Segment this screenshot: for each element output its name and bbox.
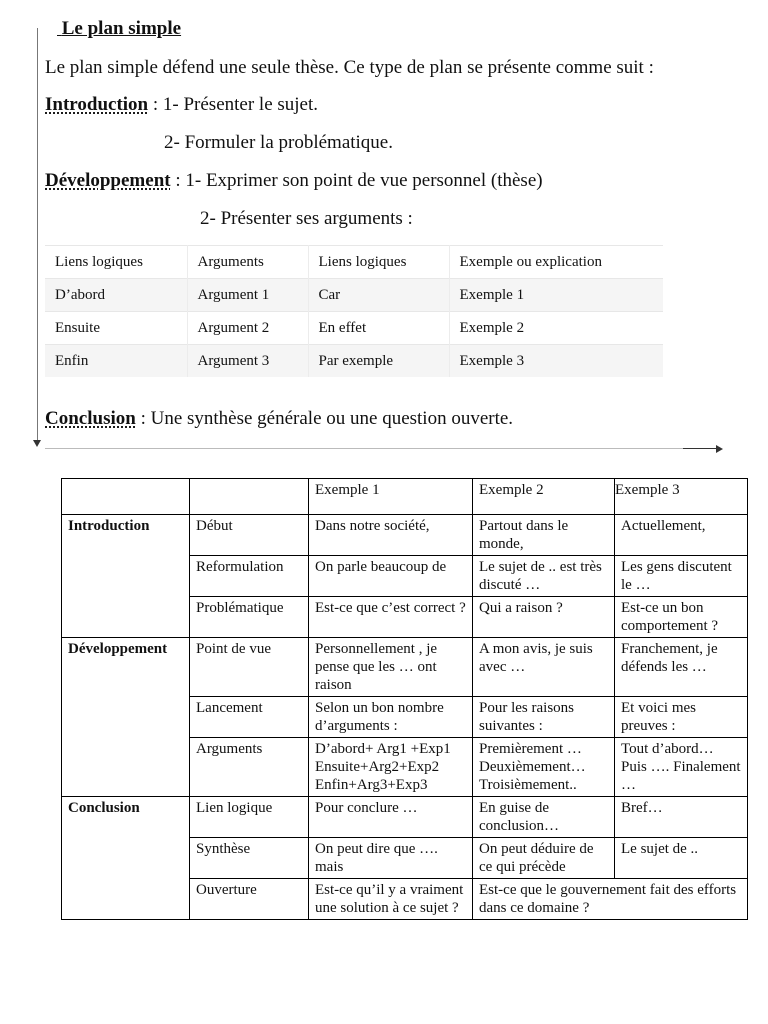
developpement-line	[45, 170, 543, 192]
table-cell: En effet	[308, 312, 449, 345]
introduction-step-2: 2- Formuler la problématique.	[164, 132, 393, 153]
arguments-table	[45, 245, 663, 377]
arrow-right-icon	[716, 445, 723, 453]
table-cell: D’abord+ Arg1 +Exp1 Ensuite+Arg2+Exp2 Enfin+Arg3+Exp3	[309, 738, 473, 797]
intro-sentence: Le plan simple défend une seule thèse. Ce type de plan se présente comme suit :	[45, 57, 654, 78]
table-cell: Début	[190, 515, 309, 556]
developpement-heading: Développement	[45, 170, 171, 191]
table-cell: Personnellement , je pense que les … ont raison	[309, 638, 473, 697]
table-row	[62, 515, 748, 556]
table-cell: On peut dire que …. mais	[309, 838, 473, 879]
section-conclusion: Conclusion	[62, 797, 190, 920]
table-cell: Exemple 2	[449, 312, 663, 345]
table-cell: Argument 3	[187, 345, 308, 378]
introduction-line	[45, 94, 318, 116]
table-cell: Lien logique	[190, 797, 309, 838]
table-cell: Reformulation	[190, 556, 309, 597]
table-cell: Est-ce que le gouvernement fait des efforts dans ce domaine ?	[473, 879, 748, 920]
table-cell: Car	[308, 279, 449, 312]
table-cell: Est-ce que c’est correct ?	[309, 597, 473, 638]
header-cell: Exemple 1	[309, 479, 473, 515]
arrow-shaft	[683, 448, 716, 449]
header-cell	[62, 479, 190, 515]
table-cell: Premièrement … Deuxièmement… Troisièmement..	[473, 738, 615, 797]
table-cell: Arguments	[190, 738, 309, 797]
table-cell: Tout d’abord… Puis …. Finalement …	[615, 738, 748, 797]
table-cell: Le sujet de ..	[615, 838, 748, 879]
table-cell: Dans notre société,	[309, 515, 473, 556]
bottom-margin-line	[45, 448, 717, 449]
table-cell: Liens logiques	[308, 246, 449, 279]
header-cell: Exemple 3	[615, 479, 748, 515]
table-row	[45, 312, 663, 345]
table-cell: Ensuite	[45, 312, 187, 345]
table-cell: Argument 1	[187, 279, 308, 312]
table-cell: En guise de conclusion…	[473, 797, 615, 838]
table-cell: Par exemple	[308, 345, 449, 378]
introduction-step-1: : 1- Présenter le sujet.	[148, 94, 319, 115]
table-cell: Liens logiques	[45, 246, 187, 279]
section-developpement: Développement	[62, 638, 190, 797]
table-cell: On parle beaucoup de	[309, 556, 473, 597]
table-cell: Argument 2	[187, 312, 308, 345]
introduction-heading: Introduction	[45, 94, 149, 115]
table-cell: Pour conclure …	[309, 797, 473, 838]
table-cell: Selon un bon nombre d’arguments :	[309, 697, 473, 738]
page-title-text: Le plan simple	[61, 18, 182, 39]
conclusion-heading: Conclusion	[45, 408, 136, 429]
table-cell: On peut déduire de ce qui précède	[473, 838, 615, 879]
table-cell: A mon avis, je suis avec …	[473, 638, 615, 697]
table-row	[62, 638, 748, 697]
table-cell: Bref…	[615, 797, 748, 838]
table-cell: Et voici mes preuves :	[615, 697, 748, 738]
examples-table	[61, 478, 748, 920]
table-cell: Exemple 1	[449, 279, 663, 312]
table-cell: Est-ce qu’il y a vraiment une solution à ce sujet ?	[309, 879, 473, 920]
table-cell: Ouverture	[190, 879, 309, 920]
table-cell: Franchement, je défends les …	[615, 638, 748, 697]
header-cell: Exemple 2	[473, 479, 615, 515]
section-introduction: Introduction	[62, 515, 190, 638]
conclusion-text: : Une synthèse générale ou une question ouverte.	[135, 408, 514, 429]
table-cell: Actuellement,	[615, 515, 748, 556]
table-cell: Est-ce un bon comportement ?	[615, 597, 748, 638]
table-cell: Pour les raisons suivantes :	[473, 697, 615, 738]
conclusion-line	[45, 408, 513, 430]
developpement-step-1: : 1- Exprimer son point de vue personnel (thèse)	[170, 170, 543, 191]
table-cell: Exemple ou explication	[449, 246, 663, 279]
table-cell: Le sujet de .. est très discuté …	[473, 556, 615, 597]
table-cell: Point de vue	[190, 638, 309, 697]
table-cell: Exemple 3	[449, 345, 663, 378]
table-row	[45, 279, 663, 312]
table-cell: Arguments	[187, 246, 308, 279]
table-header-row	[62, 479, 748, 515]
table-row	[62, 797, 748, 838]
left-margin-line	[37, 28, 38, 442]
table-row	[45, 345, 663, 378]
table-cell: Les gens discutent le …	[615, 556, 748, 597]
page-title	[57, 18, 181, 40]
table-cell: Synthèse	[190, 838, 309, 879]
developpement-step-2: 2- Présenter ses arguments :	[200, 208, 413, 229]
table-cell: Qui a raison ?	[473, 597, 615, 638]
table-cell: Enfin	[45, 345, 187, 378]
header-cell	[190, 479, 309, 515]
table-cell: Partout dans le monde,	[473, 515, 615, 556]
table-row	[45, 246, 663, 279]
table-cell: D’abord	[45, 279, 187, 312]
table-cell: Problématique	[190, 597, 309, 638]
arrow-down-icon	[33, 440, 41, 447]
table-cell: Lancement	[190, 697, 309, 738]
